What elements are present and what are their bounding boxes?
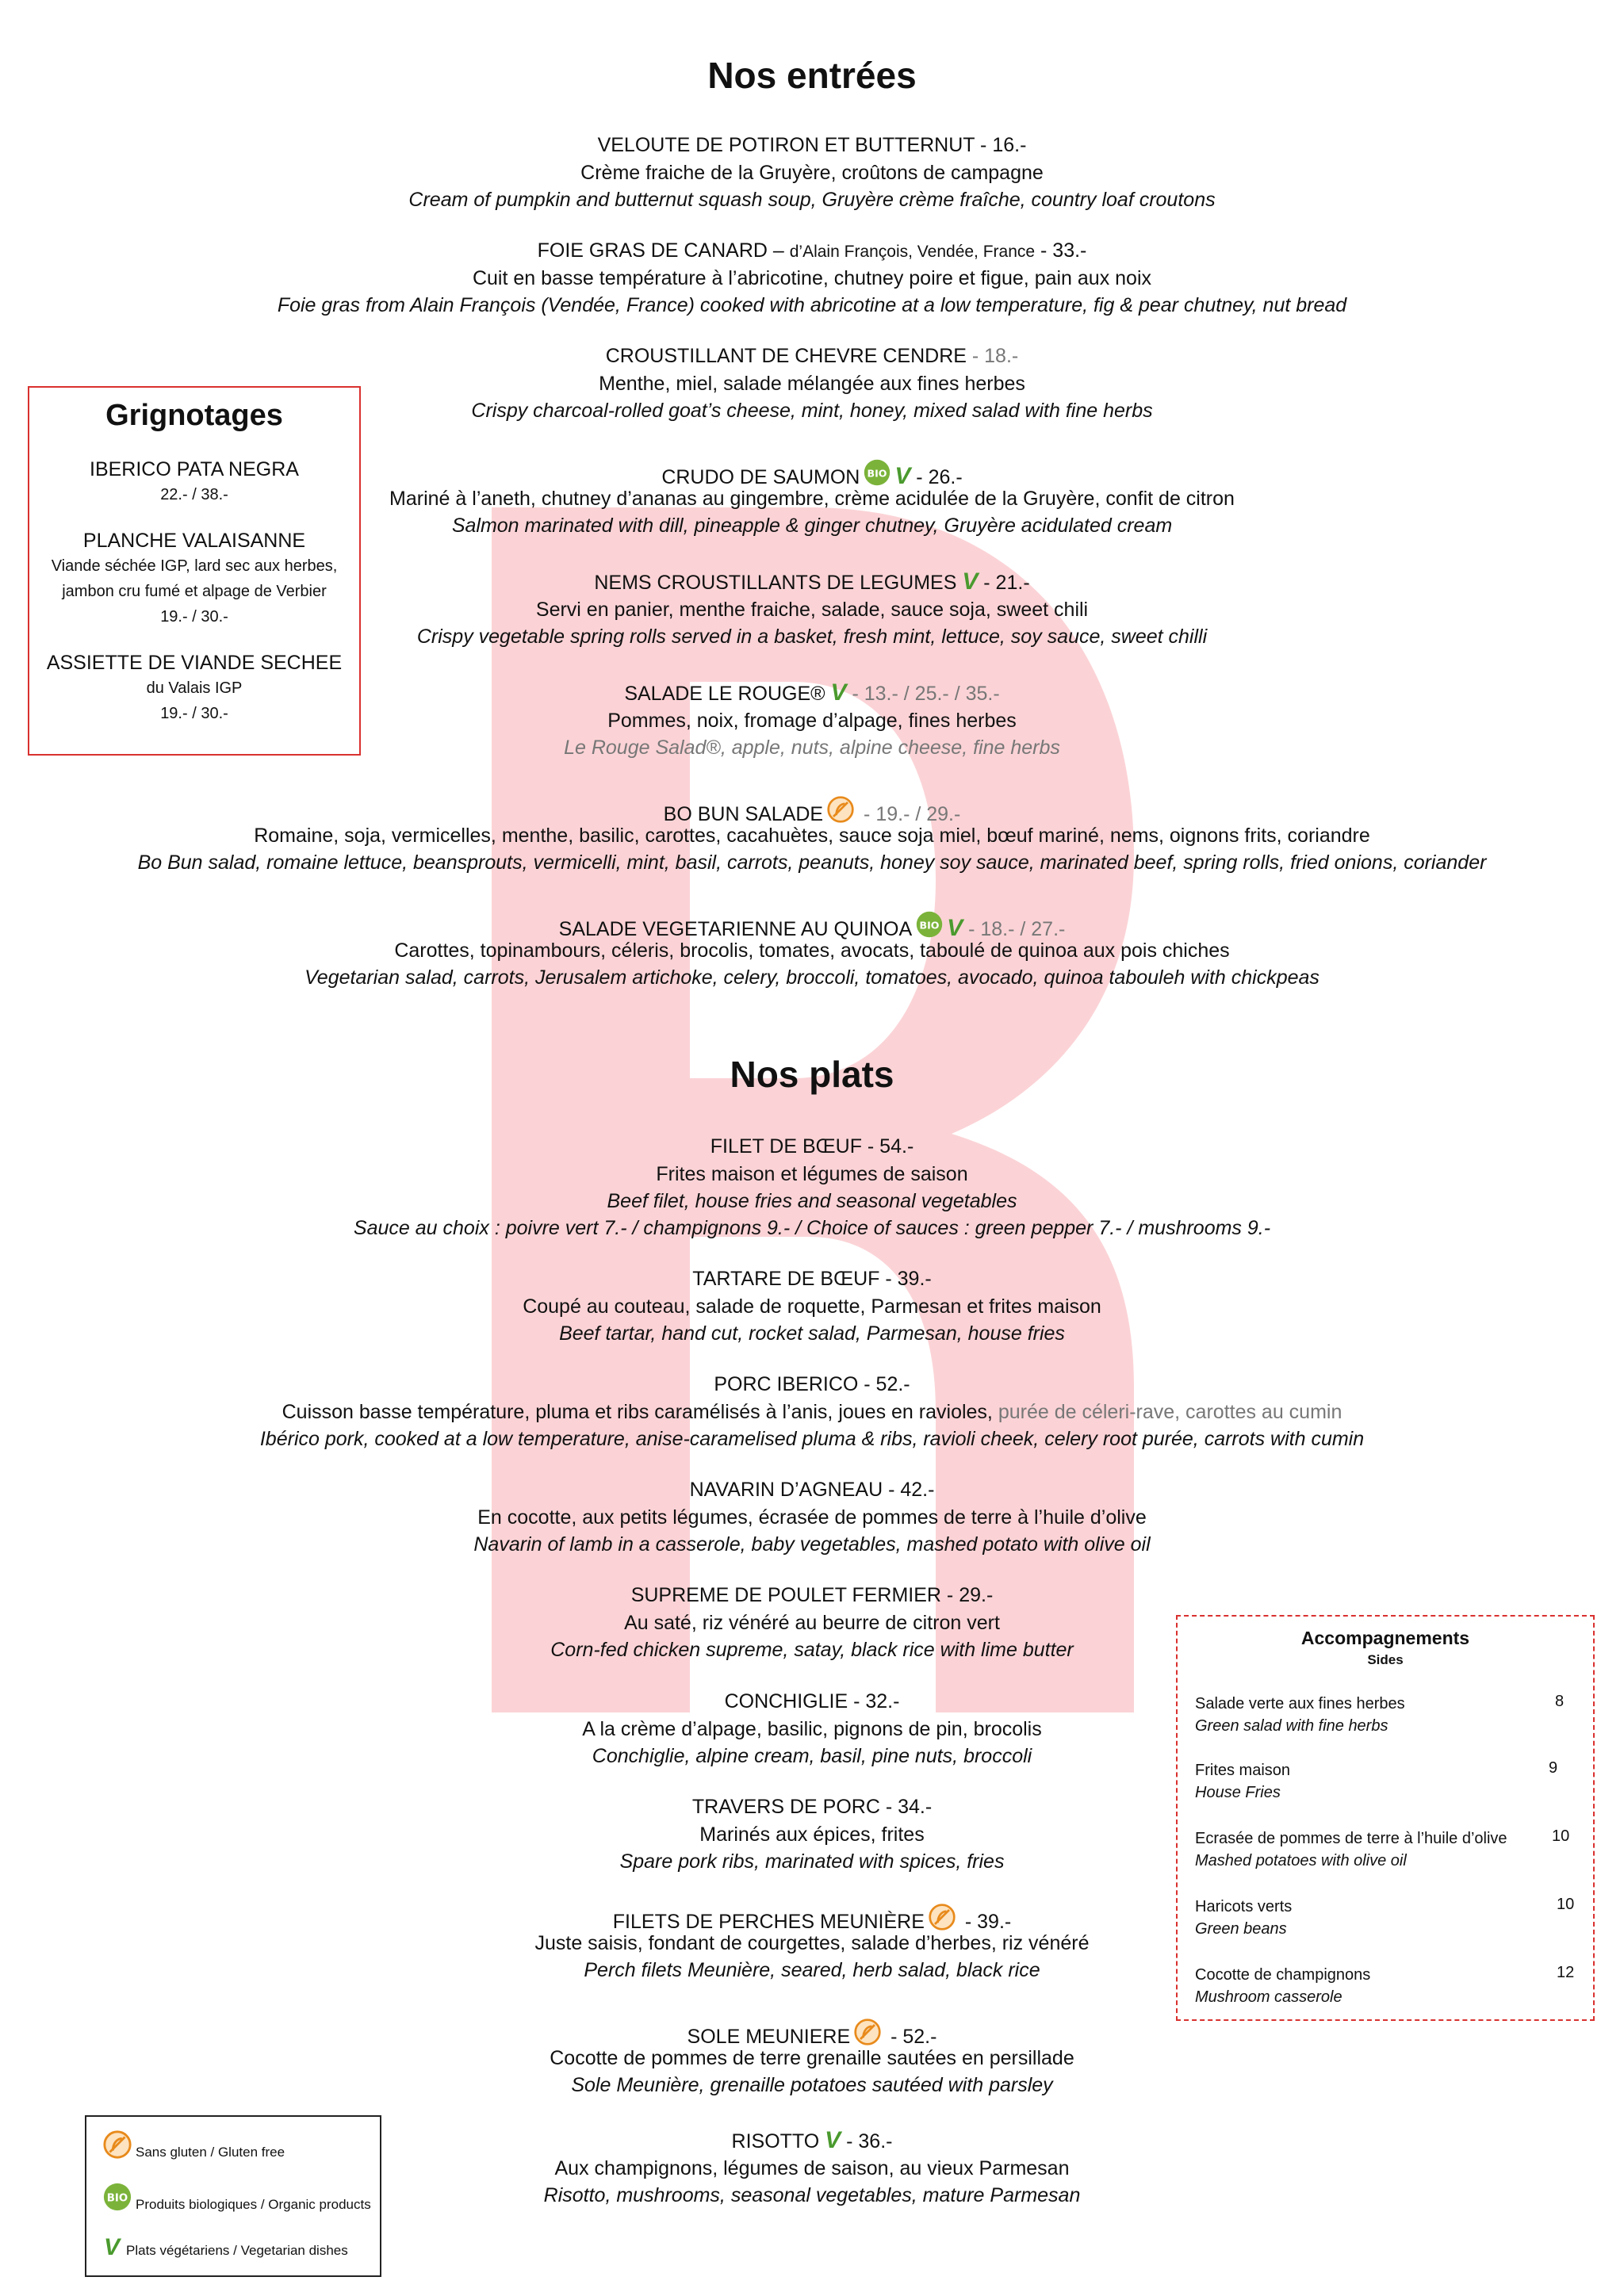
dish-title: SALADE LE ROUGE® V - 13.- / 25.- / 35.-	[624, 679, 1000, 706]
dish-sole	[0, 2018, 1624, 2099]
dish-fr: Pommes, noix, fromage d’alpage, fines herbes	[607, 710, 1017, 732]
entrees-heading: Nos entrées	[707, 55, 917, 96]
dish-title: FOIE GRAS DE CANARD – d’Alain François, Vendée, France - 33.-	[537, 239, 1087, 262]
dish-fr: Romaine, soja, vermicelles, menthe, basilic, carottes, cacahuètes, sauce soja miel, bœuf mariné, nems, oignons frits, coriandre	[254, 825, 1370, 847]
dish-title: TRAVERS DE PORC - 34.-	[691, 1796, 933, 1818]
grignotage-item: ASSIETTE DE VIANDE SECHEE du Valais IGP 19.- / 30.-	[46, 652, 343, 722]
dish-title: SUPREME DE POULET FERMIER - 29.-	[630, 1584, 994, 1606]
gluten-free-icon	[102, 2130, 132, 2160]
legend-box	[85, 2115, 381, 2277]
vegetarian-icon: V	[947, 915, 963, 941]
side-item: Haricots verts Green beans 10	[1195, 1896, 1575, 1938]
dish-tartare	[0, 1266, 1624, 1347]
vegetarian-icon: V	[830, 679, 847, 706]
dish-title: SOLE MEUNIERE - 52.-	[0, 2018, 1624, 2045]
side-item: Cocotte de champignons Mushroom casserole 12	[1195, 1964, 1575, 2006]
grignotages-box	[28, 386, 361, 756]
dish-fr: Menthe, miel, salade mélangée aux fines herbes	[599, 373, 1025, 395]
dish-title: VELOUTE DE POTIRON ET BUTTERNUT - 16.-	[597, 134, 1027, 156]
dish-title: SALADE VEGETARIENNE AU QUINOA V - 18.- / 27.-	[0, 910, 1624, 937]
dish-fr: Crème fraiche de la Gruyère, croûtons de campagne	[580, 162, 1044, 184]
dish-title: FILETS DE PERCHES MEUNIÈRE - 39.-	[0, 1903, 1624, 1930]
side-price: 8	[1555, 1693, 1565, 1710]
sides-subheading: Sides	[1367, 1652, 1404, 1667]
dish-en: Conchiglie, alpine cream, basil, pine nuts, broccoli	[592, 1745, 1032, 1767]
organic-icon	[915, 910, 944, 939]
dish-en: Spare pork ribs, marinated with spices, fries	[619, 1850, 1005, 1873]
dish-title: CROUSTILLANT DE CHEVRE CENDRE - 18.-	[605, 345, 1019, 367]
organic-icon	[863, 458, 891, 487]
dish-title: RISOTTO V - 36.-	[731, 2127, 893, 2153]
dish-foie-gras	[0, 238, 1624, 319]
dish-fr: En cocotte, aux petits légumes, écrasée de pommes de terre à l’huile d’olive	[477, 1506, 1147, 1529]
dish-title: FILET DE BŒUF - 54.-	[710, 1135, 914, 1158]
dish-fr: Cocotte de pommes de terre grenaille sautées en persillade	[550, 2047, 1074, 2069]
dish-title: CONCHIGLIE - 32.-	[724, 1690, 900, 1712]
dish-en: Salmon marinated with dill, pineapple & ginger chutney, Gruyère acidulated cream	[451, 515, 1173, 537]
dish-fr: Aux champignons, légumes de saison, au vieux Parmesan	[554, 2157, 1070, 2179]
dish-en: Cream of pumpkin and butternut squash soup, Gruyère crème fraîche, country loaf croutons	[408, 189, 1216, 211]
grignotage-item: IBERICO PATA NEGRA 22.- / 38.-	[90, 458, 299, 503]
dish-veloute	[0, 132, 1624, 213]
dish-title: NAVARIN D’AGNEAU - 42.-	[689, 1479, 935, 1501]
dish-title: CRUDO DE SAUMON V - 26.-	[0, 458, 1624, 485]
dish-fr: Cuisson basse température, pluma et ribs caramélisés à l’anis, joues en ravioles, purée de céleri-rave, carottes au cumin	[282, 1401, 1342, 1423]
vegetarian-icon: V	[962, 568, 979, 595]
dish-title: TARTARE DE BŒUF - 39.-	[692, 1268, 932, 1290]
dish-en: Le Rouge Salad®, apple, nuts, alpine cheese, fine herbs	[564, 737, 1060, 759]
legend-gluten-free: Sans gluten / Gluten free	[99, 2130, 285, 2160]
gluten-free-icon	[826, 795, 855, 824]
dish-fr: Marinés aux épices, frites	[699, 1823, 925, 1846]
side-item: Frites maison House Fries 9	[1195, 1759, 1558, 1801]
side-price: 12	[1557, 1964, 1575, 1981]
dish-en: Beef tartar, hand cut, rocket salad, Parmesan, house fries	[559, 1322, 1065, 1345]
side-price: 10	[1552, 1827, 1570, 1845]
dish-title: PORC IBERICO - 52.-	[714, 1373, 910, 1395]
dish-en: Perch filets Meunière, seared, herb salad, black rice	[584, 1959, 1040, 1981]
dish-en: Crispy vegetable spring rolls served in a basket, fresh mint, lettuce, soy sauce, sweet chilli	[416, 626, 1208, 648]
vegetarian-icon: V	[894, 463, 911, 489]
dish-bo-bun	[0, 795, 1624, 876]
dish-en: Ibérico pork, cooked at a low temperature, anise-caramelised pluma & ribs, ravioli cheek, celery root purée, carrots with cumin	[259, 1428, 1365, 1450]
sides-box	[1176, 1615, 1595, 2021]
organic-icon	[102, 2182, 132, 2212]
sides-heading: Accompagnements	[1300, 1628, 1470, 1648]
dish-title: NEMS CROUSTILLANTS DE LEGUMES V - 21.-	[594, 568, 1030, 595]
grignotages-heading: Grignotages	[105, 399, 283, 432]
grignotage-item: PLANCHE VALAISANNE Viande séchée IGP, lard sec aux herbes, jambon cru fumé et alpage de Verbier 19.- / 30.-	[51, 530, 338, 626]
dish-fr: Coupé au couteau, salade de roquette, Parmesan et frites maison	[523, 1295, 1101, 1318]
dish-en: Sole Meunière, grenaille potatoes sautéed with parsley	[571, 2074, 1053, 2096]
dish-fr: Frites maison et légumes de saison	[656, 1163, 968, 1185]
dish-en: Crispy charcoal-rolled goat’s cheese, mint, honey, mixed salad with fine herbs	[471, 400, 1153, 422]
dish-fr: Mariné à l’aneth, chutney d’ananas au gingembre, crème acidulée de la Gruyère, confit de citron	[389, 488, 1235, 510]
dish-sauce-note: Sauce au choix : poivre vert 7.- / champignons 9.- / Choice of sauces : green pepper 7.- / mushrooms 9.-	[353, 1217, 1271, 1239]
dish-fr: Servi en panier, menthe fraiche, salade, sauce soja, sweet chili	[535, 599, 1089, 621]
side-price: 9	[1549, 1759, 1558, 1777]
dish-en: Navarin of lamb in a casserole, baby vegetables, mashed potato with olive oil	[473, 1533, 1151, 1556]
vegetarian-icon: V	[825, 2127, 841, 2153]
side-price: 10	[1557, 1896, 1575, 1913]
dish-en: Beef filet, house fries and seasonal vegetables	[607, 1190, 1017, 1212]
dish-en: Vegetarian salad, carrots, Jerusalem artichoke, celery, broccoli, tomatoes, avocado, quinoa tabouleh with chickpeas	[304, 966, 1320, 989]
dish-en: Foie gras from Alain François (Vendée, France) cooked with abricotine at a low temperature, fig & pear chutney, nut bread	[277, 294, 1347, 316]
gluten-free-icon	[928, 1903, 956, 1931]
legend-organic: Produits biologiques / Organic products	[99, 2182, 371, 2213]
dish-title: BO BUN SALADE - 19.- / 29.-	[0, 795, 1624, 822]
dish-en: Bo Bun salad, romaine lettuce, beansprouts, vermicelli, mint, basil, carrots, peanuts, honey soy sauce, marinated beef, spring rolls, fried onions, coriander	[137, 851, 1487, 874]
side-item: Salade verte aux fines herbes Green salad with fine herbs 8	[1195, 1693, 1565, 1735]
dish-quinoa	[0, 910, 1624, 991]
vegetarian-icon: V	[104, 2234, 121, 2260]
dish-fr: Carottes, topinambours, céleris, brocolis, tomates, avocats, taboulé de quinoa aux pois chiches	[394, 939, 1230, 962]
dish-fr: Au saté, riz vénéré au beurre de citron vert	[624, 1612, 1000, 1634]
dish-porc-iberico	[0, 1372, 1624, 1452]
dish-en: Risotto, mushrooms, seasonal vegetables, mature Parmesan	[543, 2184, 1081, 2206]
plats-heading: Nos plats	[730, 1054, 894, 1095]
dish-navarin	[0, 1477, 1624, 1558]
dish-en: Corn-fed chicken supreme, satay, black rice with lime butter	[550, 1639, 1074, 1661]
side-item: Ecrasée de pommes de terre à l’huile d’olive Mashed potatoes with olive oil 10	[1195, 1827, 1570, 1869]
dish-filet-boeuf	[0, 1134, 1624, 1242]
dish-fr: Cuit en basse température à l’abricotine, chutney poire et figue, pain aux noix	[472, 267, 1152, 289]
dish-fr: Juste saisis, fondant de courgettes, salade d’herbes, riz vénéré	[534, 1932, 1090, 1954]
gluten-free-icon	[853, 2018, 882, 2046]
dish-fr: A la crème d’alpage, basilic, pignons de pin, brocolis	[582, 1718, 1042, 1740]
legend-vegetarian: V Plats végétariens / Vegetarian dishes	[104, 2234, 348, 2260]
